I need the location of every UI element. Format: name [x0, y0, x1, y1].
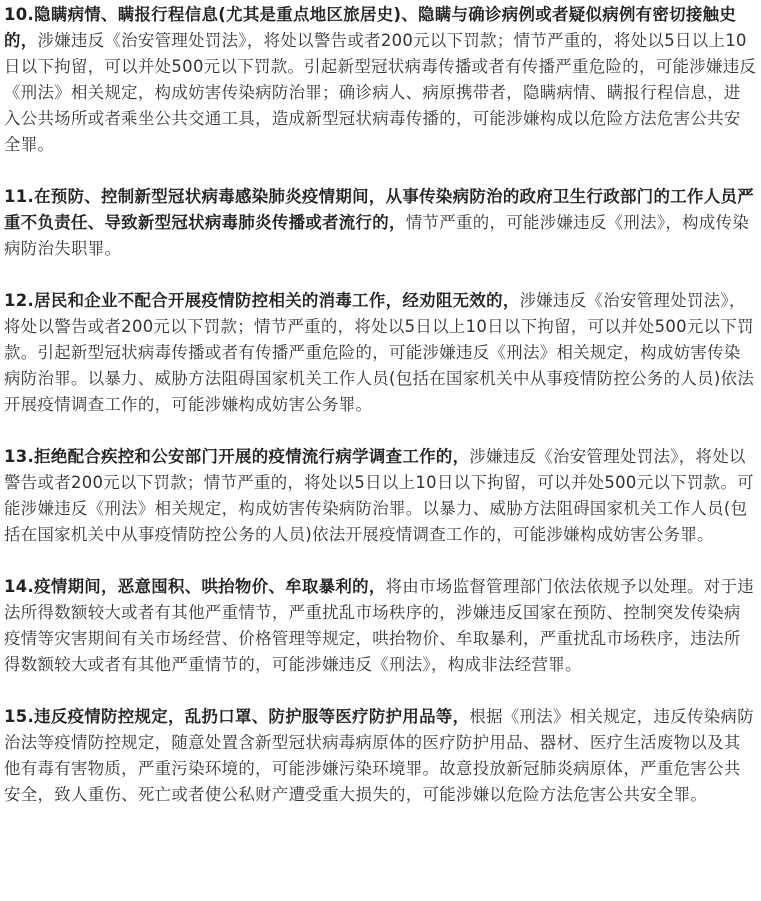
paragraph-lead: 15.违反疫情防控规定，乱扔口罩、防护服等医疗防护用品等，: [4, 707, 470, 726]
paragraph-item-13: [4, 444, 757, 548]
paragraph-item-10: [4, 2, 757, 158]
paragraph-text: 根据《刑法》相关规定，违反传染病防治法等疫情防控规定，随意处置含新型冠状病毒病原体的医疗防护用品、器材、医疗生活废物以及其他有毒有害物质，严重污染环境的，可能涉嫌污染环境罪。故意投放新冠肺炎病原体，严重危害公共安全，致人重伤、死亡或者使公私财产遭受重大损失的，可能涉嫌以危险方法危害公共安全罪。: [4, 707, 754, 804]
paragraph-lead: 11.在预防、控制新型冠状病毒感染肺炎疫情期间，从事传染病防治的政府卫生行政部门的工作人员严重不负责任、导致新型冠状病毒肺炎传播或者流行的，: [4, 187, 754, 232]
paragraph-text: 涉嫌违反《治安管理处罚法》，将处以警告或者200元以下罚款；情节严重的，将处以5日以上10日以下拘留，可以并处500元以下罚款。引起新型冠状病毒传播或者有传播严重危险的，可能涉嫌违反《刑法》相关规定，构成妨害传染病防治罪；确诊病人、病原携带者，隐瞒病情、瞒报行程信息，进入公共场所或者乘坐公共交通工具，造成新型冠状病毒传播的，可能涉嫌构成以危险方法危害公共安全罪。: [4, 31, 757, 154]
paragraph-lead: 13.拒绝配合疾控和公安部门开展的疫情流行病学调查工作的，: [4, 447, 470, 466]
paragraph-lead: 10.隐瞒病情、瞒报行程信息(尤其是重点地区旅居史)、隐瞒与确诊病例或者疑似病例有密切接触史的，: [4, 5, 737, 50]
paragraph-text: 涉嫌违反《治安管理处罚法》，将处以警告或者200元以下罚款；情节严重的，将处以5日以上10日以下拘留，可以并处500元以下罚款。可能涉嫌违反《刑法》相关规定，构成妨害传染病防治罪。以暴力、威胁方法阻碍国家机关工作人员(包括在国家机关中从事疫情防控公务的人员)依法开展疫情调查工作的，可能涉嫌构成妨害公务罪。: [4, 447, 754, 544]
paragraph-item-12: [4, 288, 757, 418]
paragraph-text: 涉嫌违反《治安管理处罚法》，将处以警告或者200元以下罚款；情节严重的，将处以5日以上10日以下拘留，可以并处500元以下罚款。引起新型冠状病毒传播或者有传播严重危险的，可能涉嫌违反《刑法》相关规定，构成妨害传染病防治罪。以暴力、威胁方法阻碍国家机关工作人员(包括在国家机关中从事疫情防控公务的人员)依法开展疫情调查工作的，可能涉嫌构成妨害公务罪。: [4, 291, 755, 414]
paragraph-text: 情节严重的，可能涉嫌违反《刑法》，构成传染病防治失职罪。: [4, 213, 750, 258]
paragraph-item-14: [4, 574, 757, 678]
paragraph-text: 将由市场监督管理部门依法依规予以处理。对于违法所得数额较大或者有其他严重情节，严重扰乱市场秩序的，涉嫌违反国家在预防、控制突发传染病疫情等灾害期间有关市场经营、价格管理等规定，哄抬物价、牟取暴利，严重扰乱市场秩序，违法所得数额较大或者有其他严重情节的，可能涉嫌违反《刑法》，构成非法经营罪。: [4, 577, 754, 674]
paragraph-item-11: [4, 184, 757, 262]
paragraph-lead: 12.居民和企业不配合开展疫情防控相关的消毒工作，经劝阻无效的，: [4, 291, 520, 310]
paragraph-lead: 14.疫情期间，恶意囤积、哄抬物价、牟取暴利的，: [4, 577, 386, 596]
paragraph-item-15: [4, 704, 757, 808]
